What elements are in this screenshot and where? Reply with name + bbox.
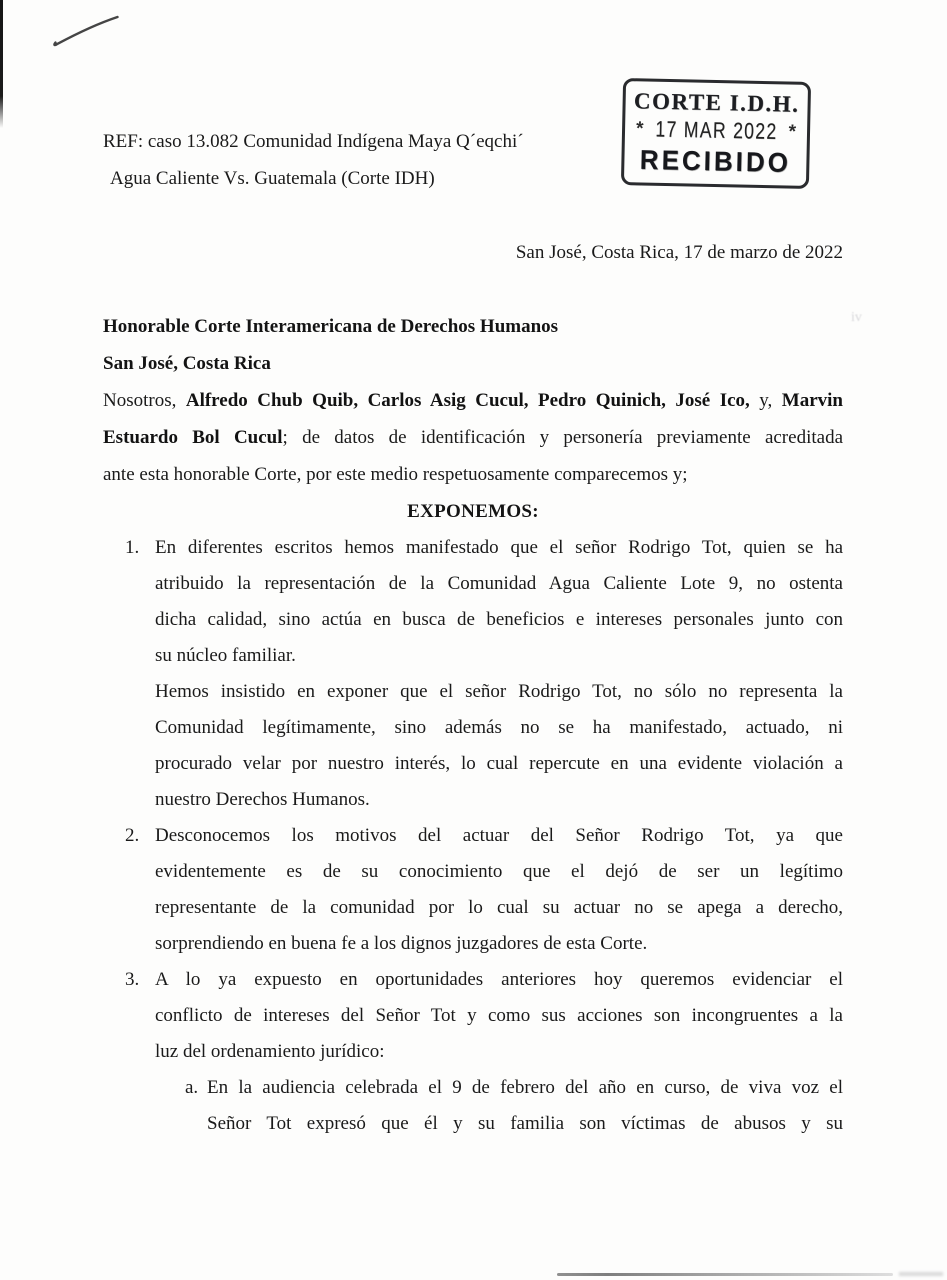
addressee-block [103,308,843,382]
document-text-line: Desconocemos los motivos del actuar del Señor Rodrigo Tot, ya que [155,825,843,846]
document-text-line: A lo ya expuesto en oportunidades anteriores hoy queremos evidenciar el [155,969,843,990]
reference-line-2: Agua Caliente Vs. Guatemala (Corte IDH) [110,168,435,189]
document-text-line: atribuido la representación de la Comunidad Agua Caliente Lote 9, no ostenta [155,573,843,594]
document-text-line: Comunidad legítimamente, sino además no se ha manifestado, actuado, ni [155,717,843,738]
document-text-line: Hemos insistido en exponer que el señor Rodrigo Tot, no sólo no representa la [155,681,843,702]
document-text-line: representante de la comunidad por lo cual su actuar no se apega a derecho, [155,897,843,918]
numbered-list [103,530,843,1142]
list-item-3 [103,962,843,1142]
introduction-paragraph [103,382,843,493]
stamp-court-name: CORTE I.D.H. [633,88,800,117]
scan-bottom-smudge-artifact [899,1272,943,1276]
stamp-received-label: RECIBIDO [639,143,792,179]
list-item-number: 3. [125,969,140,990]
intro-text: ; de datos de identificación y personería previamente acreditada [282,427,843,448]
date-line: San José, Costa Rica, 17 de marzo de 2022 [515,242,843,263]
reference-block [103,123,843,197]
document-text-line: evidentemente es de su conocimiento que el dejó de ser un legítimo [155,861,843,882]
reference-line-1: REF: caso 13.082 Comunidad Indígena Maya Q´eqchi´ [103,131,524,152]
stamp-star-left-icon: * [635,118,644,140]
scan-smudge-artifact: iv [851,310,862,325]
document-text-line: sorprendiendo en buena fe a los dignos juzgadores de esta Corte. [155,933,648,954]
document-text-line: procurado velar por nuestro interés, lo cual repercute en una evidente violación a [155,753,843,774]
document-text-line: su núcleo familiar. [155,645,296,666]
intro-line-2 [103,419,843,456]
intro-text: Nosotros, [103,390,186,411]
stamp-star-right-icon: * [788,121,797,143]
list-item-number: 1. [125,537,140,558]
document-text-line: conflicto de intereses del Señor Tot y como sus acciones son incongruentes a la [155,1005,843,1026]
intro-line-3: ante esta honorable Corte, por este medio respetuosamente comparecemos y; [103,464,688,485]
sub-item-body [207,1070,843,1142]
document-text-line: nuestro Derechos Humanos. [155,789,370,810]
scan-bottom-line-artifact [557,1273,893,1276]
list-item-body [155,818,843,962]
document-text-line: luz del ordenamiento jurídico: [155,1041,385,1062]
list-item-body [155,530,843,818]
section-heading: EXPONEMOS: [407,501,539,522]
document-text-line: En diferentes escritos hemos manifestado que el señor Rodrigo Tot, quien se ha [155,537,843,558]
petitioner-names: Estuardo Bol Cucul [103,427,283,448]
addressee-line-2: San José, Costa Rica [103,353,271,374]
addressee-line-1: Honorable Corte Interamericana de Derechos Humanos [103,316,559,337]
intro-text: y, [749,390,782,411]
intro-line-1 [103,382,843,419]
list-item-2 [103,818,843,962]
list-item-body [155,962,843,1142]
petitioner-names: Alfredo Chub Quib, Carlos Asig Cucul, Pedro Quinich, José Ico, [185,390,750,411]
stamp-date: 17 MAR 2022 [654,116,778,145]
document-text-line: dicha calidad, sino actúa en busca de beneficios e intereses personales junto con [155,609,843,630]
list-item-1 [103,530,843,818]
sub-list-item-a [155,1070,843,1142]
petitioner-names: Marvin [781,390,843,411]
sub-item-marker: a. [185,1077,199,1098]
list-item-number: 2. [125,825,140,846]
document-text-line: En la audiencia celebrada el 9 de febrero del año en curso, de viva voz el [207,1077,843,1098]
document-text-line: Señor Tot expresó que él y su familia son víctimas de abusos y su [207,1113,843,1134]
